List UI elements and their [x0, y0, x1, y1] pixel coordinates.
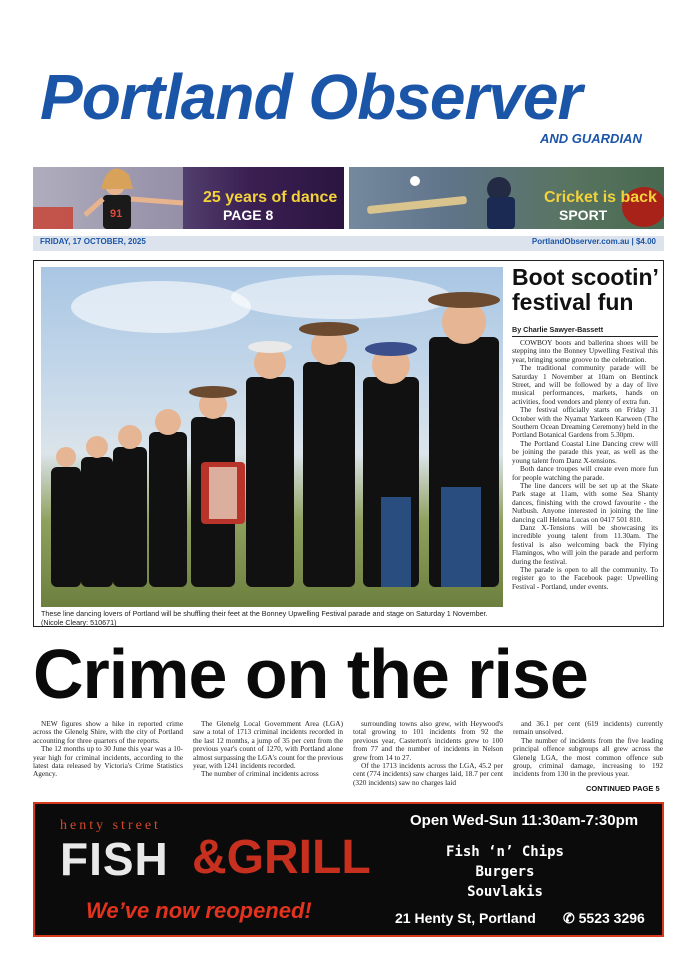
website-price: PortlandObserver.com.au | $4.00 [531, 237, 656, 246]
promo-cricket[interactable] [349, 167, 664, 229]
crime-paragraph: The Glenelg Local Government Area (LGA) saw a total of 1713 criminal incidents recorded in the last 12 months, a jump of 35 per cent from the previous year's count of 1270, with Portland alone almost surpassing the LGA's count for the previous year, with 1241 incidents recorded. [193, 719, 343, 771]
crime-paragraph: NEW figures show a hike in reported crime across the Glenelg Shire, with the city of Portland accounting for three quarters of the reports. [33, 719, 183, 745]
ad-menu-item: Souvlakis [467, 884, 543, 900]
crime-column-4 [513, 720, 663, 779]
continued-link[interactable]: CONTINUED PAGE 5 [586, 784, 660, 793]
lead-paragraph: The Portland Coastal Line Dancing crew will be joining the parade this year, as well as the young talent from Danz X-tensions. [512, 438, 658, 465]
promo-cricket-headline: Cricket is back [544, 189, 657, 206]
crime-paragraph: The number of criminal incidents across [201, 769, 319, 779]
crime-paragraph: and 36.1 per cent (619 incidents) currently remain unsolved. [513, 719, 663, 737]
promo-dance-section: PAGE 8 [223, 207, 274, 223]
promo-cricket-section: SPORT [559, 207, 608, 223]
ad-reopened: We’ve now reopened! [86, 898, 312, 923]
lead-paragraph: The line dancers will be set up at the Skate Park stage at 11am, with some Sea Shanty dances, finishing with the crowd favourite - the Nutbush. Anyone interested in joining the line dancing call Helena Lucas on 0417 501 810. [512, 480, 658, 524]
lead-story-headline: Boot scootin’ festival fun [512, 264, 658, 315]
ad-grill-logo: &GRILL [192, 831, 371, 884]
ad-address: 21 Henty St, Portland [395, 910, 536, 926]
lead-paragraph: Danz X-Tensions will be showcasing its incredible young talent from 11.30am. The festival is also welcoming back the Flying Flamingos, who will join the parade and perform during the festival. [512, 522, 658, 566]
crime-column-3 [353, 720, 503, 787]
lead-paragraph: Both dance troupes will create even more fun for people watching the parade. [512, 464, 658, 482]
promo-dance[interactable] [33, 167, 344, 229]
lead-paragraph: The festival officially starts on Friday 31 October with the Nyamat Yarkeen Karween (The Southern Ocean Dreaming Ceremony) held in the Portland Botanical Gardens from 5.30pm. [512, 405, 658, 440]
ad-menu-item: Burgers [475, 864, 535, 880]
crime-paragraph: Of the 1713 incidents across the LGA, 45.2 per cent (774 incidents) saw charges laid, 18.7 per cent (320 incidents) saw no charges laid [353, 761, 503, 787]
ad-menu-item: Fish ‘n’ Chips [445, 844, 564, 860]
crime-headline: Crime on the rise [33, 635, 588, 713]
ad-phone[interactable] [563, 910, 645, 927]
lead-paragraph: The traditional community parade will be Saturday 1 November at 10am on Bentinck Street, and will be followed by a day of live musical performances, markets, hands on activities, food vendors and plenty of extra fun. [512, 363, 658, 406]
crime-paragraph: The number of incidents from the five leading principal offence subgroups all grew across the Glenelg LGA, the most common offence sub group, criminal damage, increasing to 192 incidents from 130 in the previous year. [513, 735, 663, 779]
masthead-title: Portland Observer [40, 61, 582, 133]
ad-opening-hours: Open Wed-Sun 11:30am-7:30pm [410, 812, 639, 829]
svg-text:91: 91 [110, 208, 123, 220]
crime-paragraph: The 12 months up to 30 June this year was a 10-year high for criminal incidents, according to the latest data released by Victoria's Crime Statistics Agency. [33, 744, 183, 779]
ad-menu-list [420, 842, 590, 902]
ad-henty-street: henty street [60, 818, 161, 833]
ad-phone-number: 5523 3296 [578, 910, 645, 926]
crime-column-1 [33, 720, 183, 779]
issue-date: FRIDAY, 17 OCTOBER, 2025 [40, 237, 146, 246]
lead-paragraph: COWBOY boots and ballerina shoes will be stepping into the Bonney Upwelling Festival this year, bringing some groove to the celebration. [512, 338, 658, 364]
masthead-subtitle: AND GUARDIAN [540, 131, 642, 146]
photo-caption: These line dancing lovers of Portland will be shuffling their feet at the Bonney Upwelling Festival parade and stage on Saturday 1 November. (Nicole Cleary: 510671) [41, 609, 488, 627]
crime-paragraph: surrounding towns also grew, with Heywood's total growing to 101 incidents from 92 the previous year, Casterton's incidents grew to 100 from 77 and the number of incidents in Nelson grew from 14 to 27. [353, 719, 503, 762]
lead-paragraph: The parade is open to all the community. To register go to the Facebook page: Upwelling Festival - Portland, under events. [512, 564, 658, 591]
ad-fish-logo: FISH [60, 833, 169, 885]
lead-story-byline: By Charlie Sawyer-Bassett [512, 325, 658, 337]
lead-story-body [512, 339, 658, 591]
promo-dance-headline: 25 years of dance [203, 189, 338, 206]
crime-column-2 [193, 720, 343, 779]
line-dancers-photo [41, 267, 503, 607]
phone-icon: ✆ [563, 910, 579, 926]
